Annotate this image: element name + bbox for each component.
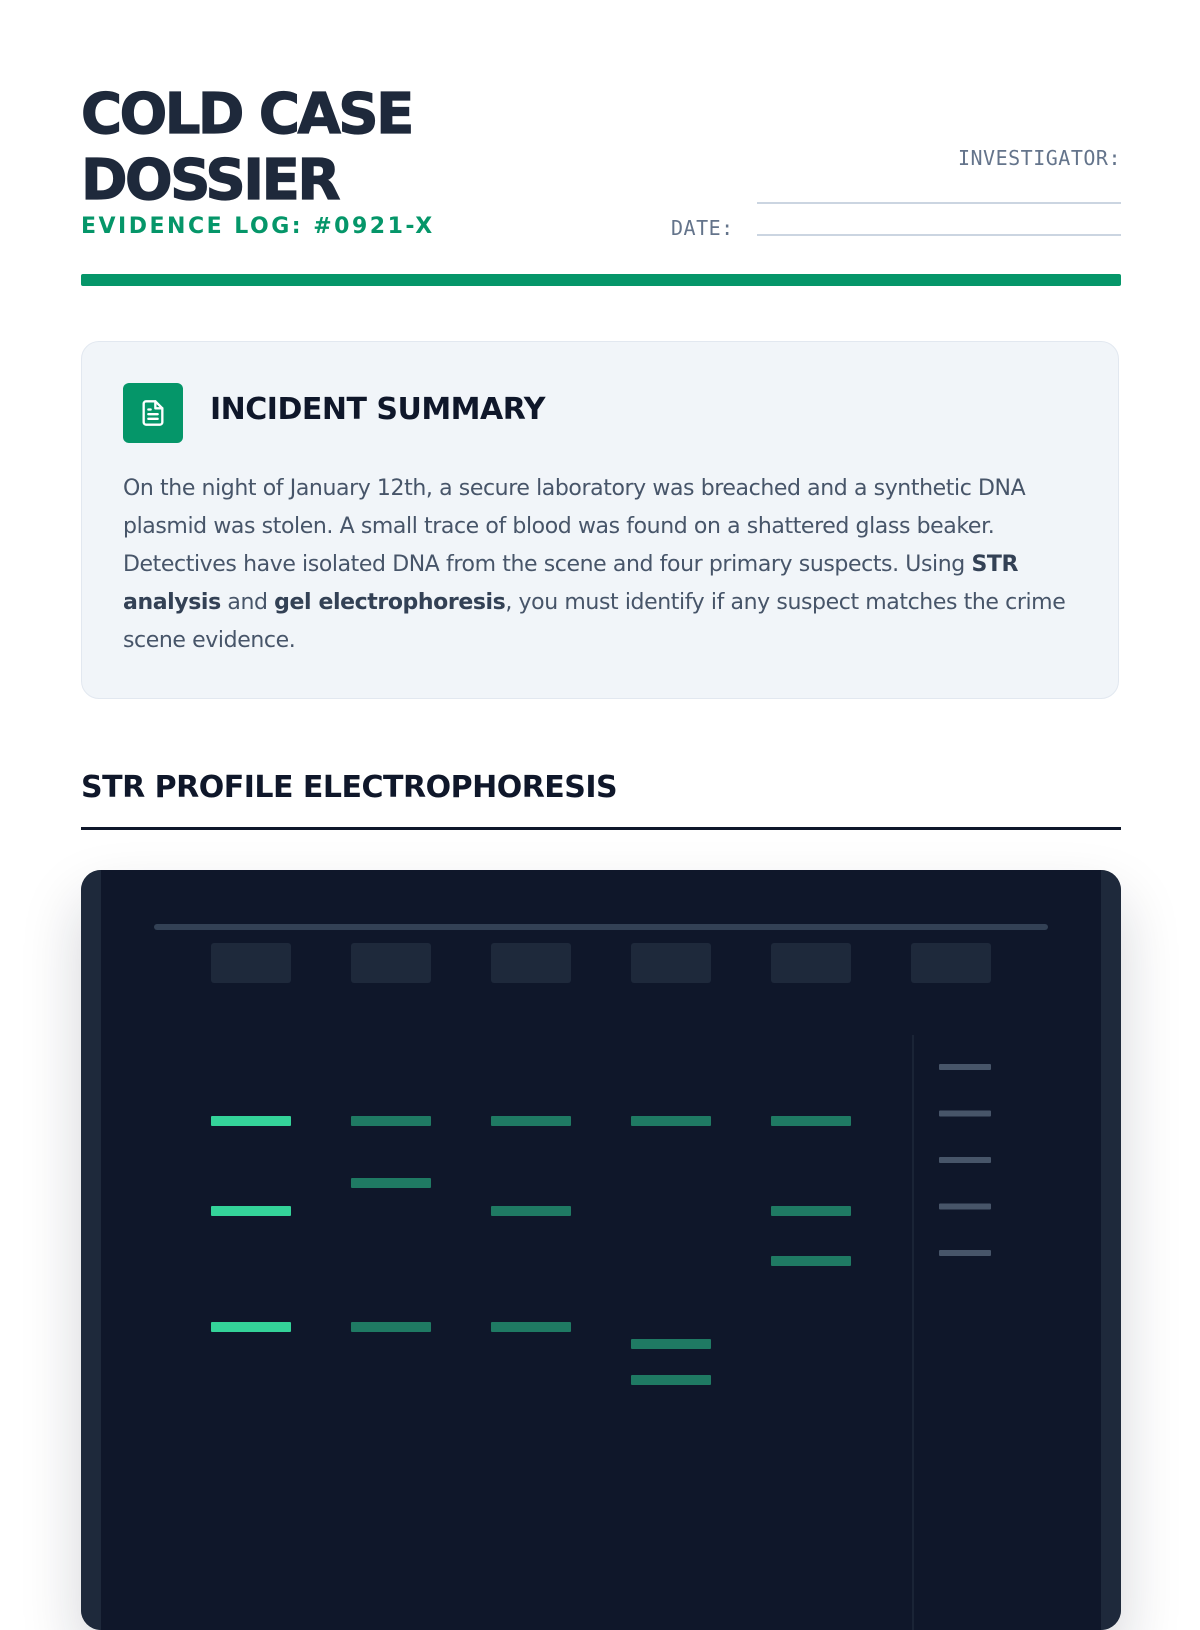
- gel-band-suspect-2-1: [491, 1116, 571, 1126]
- investigator-field: [741, 146, 1121, 170]
- summary-text-2: and: [220, 590, 275, 615]
- gel-well-2: [351, 943, 431, 983]
- gel-well-5: [771, 943, 851, 983]
- electrophoresis-gel: [81, 870, 1121, 1630]
- gel-band-crime-scene-2: [211, 1206, 291, 1216]
- gel-band-crime-scene-3: [211, 1322, 291, 1332]
- incident-summary-text: [123, 470, 1083, 660]
- gel-band-crime-scene-1: [211, 1116, 291, 1126]
- gel-band-suspect-4-3: [771, 1256, 851, 1266]
- title-line-2: DOSSIER: [81, 148, 338, 213]
- investigator-label: INVESTIGATOR:: [957, 146, 1121, 170]
- gel-well-1: [211, 943, 291, 983]
- dossier-header: [81, 82, 1121, 282]
- summary-bold-gel-electrophoresis: gel electrophoresis: [274, 590, 506, 615]
- gel-band-suspect-4-2: [771, 1206, 851, 1216]
- ladder-band-5: [939, 1250, 991, 1256]
- gel-graphic: [81, 870, 1121, 1630]
- date-label: DATE:: [671, 216, 734, 240]
- gel-band-suspect-1-3: [351, 1322, 431, 1332]
- gel-well-3: [491, 943, 571, 983]
- summary-text-3: , you must identify if any suspect matches the crime scene evidence.: [123, 590, 1066, 653]
- gel-well-4: [631, 943, 711, 983]
- gel-well-6: [911, 943, 991, 983]
- ladder-band-1: [939, 1064, 991, 1070]
- evidence-log-number: EVIDENCE LOG: #0921-X: [81, 214, 435, 239]
- incident-summary-card: [81, 341, 1119, 699]
- gel-band-suspect-4-1: [771, 1116, 851, 1126]
- gel-electrode-line: [154, 924, 1048, 930]
- summary-bold-str-analysis: STR analysis: [123, 552, 1019, 615]
- ladder-band-3: [939, 1157, 991, 1163]
- date-field: [671, 216, 1121, 256]
- gel-band-suspect-3-1: [631, 1116, 711, 1126]
- gel-band-suspect-3-2: [631, 1339, 711, 1349]
- gel-band-suspect-1-1: [351, 1116, 431, 1126]
- gel-band-suspect-2-3: [491, 1322, 571, 1332]
- dossier-page: [81, 0, 1121, 1600]
- gel-rail-right: [1101, 870, 1121, 1630]
- dossier-title: [81, 82, 501, 214]
- header-accent-rule: [81, 274, 1121, 286]
- gel-band-suspect-3-3: [631, 1375, 711, 1385]
- gel-band-suspect-2-2: [491, 1206, 571, 1216]
- summary-text-1: On the night of January 12th, a secure laboratory was breached and a synthetic DNA plasmid was stolen. A small trace of blood was found on a shattered glass beaker. Detectives have isolated DNA from the scene and four primary suspects. Using: [123, 476, 1026, 577]
- title-line-1: COLD CASE: [81, 82, 412, 147]
- ladder-band-2: [939, 1111, 991, 1117]
- ladder-band-4: [939, 1204, 991, 1210]
- investigator-input-line[interactable]: [757, 202, 1121, 204]
- str-section-title: STR PROFILE ELECTROPHORESIS: [81, 770, 618, 805]
- section-divider: [81, 827, 1121, 830]
- document-icon: [123, 383, 183, 443]
- gel-band-suspect-1-2: [351, 1178, 431, 1188]
- gel-rail-left: [81, 870, 101, 1630]
- date-input-line[interactable]: [757, 234, 1121, 236]
- incident-summary-title: INCIDENT SUMMARY: [210, 392, 545, 427]
